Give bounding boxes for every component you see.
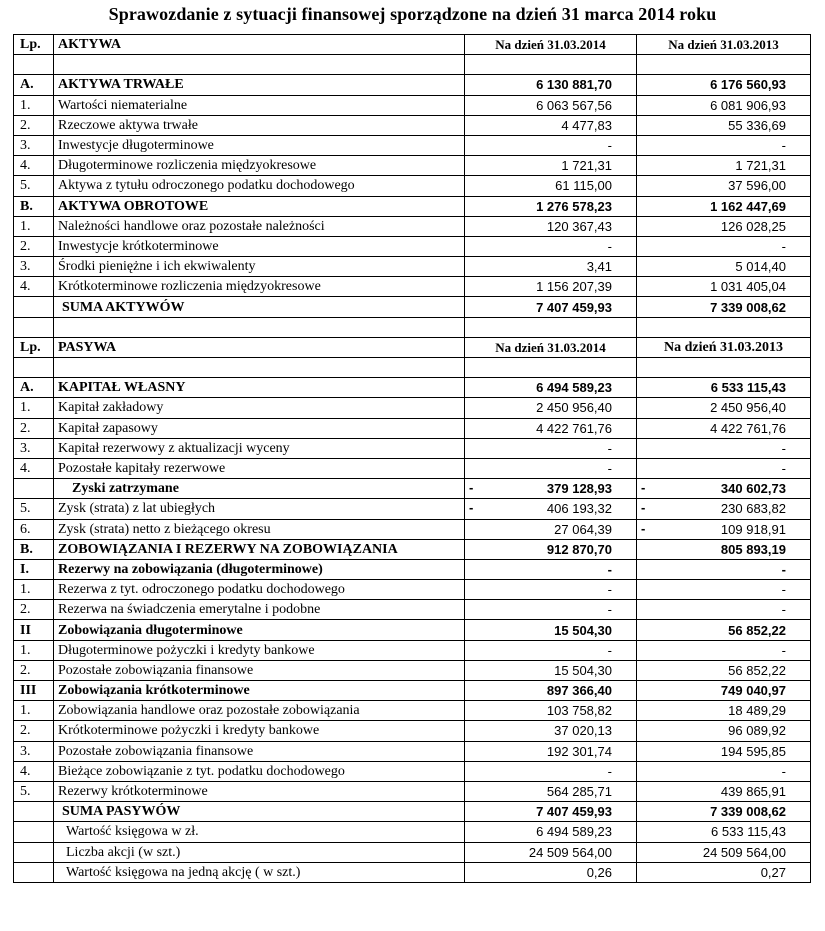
- row-value-text: 5 014,40: [735, 259, 786, 275]
- row-lp: 1.: [14, 216, 54, 236]
- row-value-1: [465, 95, 637, 115]
- row-value-1: [465, 761, 637, 781]
- row-lp: 2.: [14, 600, 54, 620]
- row-value-text: 1 156 207,39: [536, 279, 612, 295]
- row-label: Rezerwy na zobowiązania (długoterminowe): [54, 559, 465, 579]
- row-lp: 1.: [14, 640, 54, 660]
- row-label: Rezerwa z tyt. odroczonego podatku dochodowego: [54, 580, 465, 600]
- row-value-text: -: [781, 582, 786, 598]
- row-label: Wartość księgowa na jedną akcję ( w szt.): [54, 862, 465, 882]
- row-label: Należności handlowe oraz pozostałe należności: [54, 216, 465, 236]
- row-value-text: -: [607, 763, 612, 779]
- row-value-1: [465, 539, 637, 559]
- row-lp: 5.: [14, 499, 54, 519]
- row-value-2: [637, 539, 811, 559]
- row-label: Długoterminowe pożyczki i kredyty bankowe: [54, 640, 465, 660]
- liabilities-total-row: [14, 802, 811, 822]
- row-value-2: [637, 741, 811, 761]
- row-label: Wartości niematerialne: [54, 95, 465, 115]
- row-value-1: [465, 701, 637, 721]
- row-value-2: [637, 95, 811, 115]
- row-value-1: [465, 75, 637, 95]
- row-lp: 2.: [14, 236, 54, 256]
- row-value-text: 126 028,25: [720, 218, 786, 234]
- row-value-text: 61 115,00: [555, 178, 612, 194]
- row-value-1: [465, 176, 637, 196]
- row-value-1: [465, 135, 637, 155]
- row-value-1: [465, 196, 637, 216]
- row-value-text: 1 721,31: [735, 158, 786, 174]
- table-row: [14, 721, 811, 741]
- row-value-1: [465, 620, 637, 640]
- row-value-2: [637, 580, 811, 600]
- row-value-1: 6 494 589,23: [465, 822, 637, 842]
- row-value-text: 15 504,30: [554, 622, 612, 638]
- row-lp: [14, 479, 54, 499]
- table-row: [14, 701, 811, 721]
- row-lp: 2.: [14, 418, 54, 438]
- row-value-1: [465, 438, 637, 458]
- row-lp: [14, 822, 54, 842]
- row-label: Wartość księgowa w zł.: [54, 822, 465, 842]
- row-value-1: [465, 156, 637, 176]
- assets-header-lp: Lp.: [14, 35, 54, 55]
- row-value-2: [637, 176, 811, 196]
- row-value-text: 103 758,82: [546, 703, 612, 719]
- row-lp: [14, 862, 54, 882]
- row-value-text: -: [781, 763, 786, 779]
- table-row: [14, 539, 811, 559]
- row-value-2: [637, 115, 811, 135]
- row-value-text: 120 367,43: [546, 218, 612, 234]
- row-lp: 3.: [14, 438, 54, 458]
- row-value-text: 805 893,19: [720, 541, 786, 557]
- row-value-1: [465, 741, 637, 761]
- row-value-2: [637, 721, 811, 741]
- table-row: [14, 842, 811, 862]
- row-value-1: [465, 721, 637, 741]
- negative-sign: -: [469, 480, 474, 496]
- row-value-2: [637, 761, 811, 781]
- row-label: Aktywa z tytułu odroczonego podatku dochodowego: [54, 176, 465, 196]
- table-row: [14, 257, 811, 277]
- row-value-1: [465, 600, 637, 620]
- row-value-1: 0,26: [465, 862, 637, 882]
- table-row: [14, 781, 811, 801]
- row-label: Pozostałe zobowiązania finansowe: [54, 741, 465, 761]
- row-value-2: [637, 559, 811, 579]
- row-label: AKTYWA OBROTOWE: [54, 196, 465, 216]
- row-value-2: [637, 499, 811, 519]
- table-row: [14, 216, 811, 236]
- row-value-text: 4 422 761,76: [536, 420, 612, 436]
- row-value-text: 6 130 881,70: [536, 77, 612, 93]
- row-value-text: 1 031 405,04: [710, 279, 786, 295]
- row-lp: 4.: [14, 458, 54, 478]
- row-value-text: -: [781, 238, 786, 254]
- row-value-2: [637, 600, 811, 620]
- row-value-text: -: [781, 642, 786, 658]
- row-value-2: [637, 458, 811, 478]
- assets-header-label: AKTYWA: [54, 35, 465, 55]
- row-value-text: 379 128,93: [546, 481, 612, 497]
- row-lp: 2.: [14, 721, 54, 741]
- spacer-row: [14, 317, 811, 337]
- row-value-2: [637, 196, 811, 216]
- row-value-text: 1 162 447,69: [710, 198, 786, 214]
- row-value-2: [637, 257, 811, 277]
- row-value-2: [637, 398, 811, 418]
- negative-sign: -: [641, 520, 646, 536]
- row-lp: 5.: [14, 176, 54, 196]
- row-lp: 1.: [14, 95, 54, 115]
- liabilities-header-row: [14, 337, 811, 357]
- row-label: KAPITAŁ WŁASNY: [54, 378, 465, 398]
- liabilities-header-lp: Lp.: [14, 337, 54, 357]
- row-value-2: [637, 681, 811, 701]
- row-value-2: [637, 378, 811, 398]
- row-label: Krótkoterminowe pożyczki i kredyty bankowe: [54, 721, 465, 741]
- row-label: Długoterminowe rozliczenia międzyokresowe: [54, 156, 465, 176]
- row-label: Kapitał zapasowy: [54, 418, 465, 438]
- row-value-text: -: [607, 561, 612, 577]
- row-value-text: 4 422 761,76: [710, 420, 786, 436]
- table-row: [14, 822, 811, 842]
- row-value-text: -: [781, 138, 786, 154]
- row-label: AKTYWA TRWAŁE: [54, 75, 465, 95]
- row-lp: 3.: [14, 135, 54, 155]
- row-label: Zysk (strata) z lat ubiegłych: [54, 499, 465, 519]
- table-row: [14, 479, 811, 499]
- row-value-text: -: [607, 582, 612, 598]
- table-row: [14, 135, 811, 155]
- row-label: Inwestycje długoterminowe: [54, 135, 465, 155]
- row-value-text: -: [781, 561, 786, 577]
- row-lp: 1.: [14, 398, 54, 418]
- table-row: [14, 580, 811, 600]
- row-value-2: [637, 156, 811, 176]
- row-value-text: 4 477,83: [561, 117, 612, 133]
- row-lp: 3.: [14, 257, 54, 277]
- row-lp: 1.: [14, 580, 54, 600]
- row-value-text: -: [607, 461, 612, 477]
- row-lp: I.: [14, 559, 54, 579]
- row-label: Zobowiązania krótkoterminowe: [54, 681, 465, 701]
- row-value-1: [465, 781, 637, 801]
- table-row: [14, 499, 811, 519]
- row-value-2: [637, 781, 811, 801]
- table-row: [14, 75, 811, 95]
- row-value-1: [465, 257, 637, 277]
- assets-total-label: SUMA AKTYWÓW: [54, 297, 465, 317]
- row-value-2: [637, 640, 811, 660]
- row-label: Liczba akcji (w szt.): [54, 842, 465, 862]
- table-row: [14, 277, 811, 297]
- negative-sign: -: [469, 500, 474, 516]
- table-row: [14, 398, 811, 418]
- liabilities-total-label: SUMA PASYWÓW: [54, 802, 465, 822]
- table-row: [14, 418, 811, 438]
- row-value-1: [465, 479, 637, 499]
- row-lp: 5.: [14, 781, 54, 801]
- table-row: [14, 378, 811, 398]
- report-title: Sprawozdanie z sytuacji finansowej sporządzone na dzień 31 marca 2014 roku: [108, 4, 717, 24]
- row-value-1: [465, 216, 637, 236]
- row-value-2: [637, 479, 811, 499]
- row-lp: 4.: [14, 156, 54, 176]
- row-value-text: 194 595,85: [720, 743, 786, 759]
- row-label: Krótkoterminowe rozliczenia międzyokresowe: [54, 277, 465, 297]
- row-value-text: 6 494 589,23: [536, 380, 612, 396]
- row-label: Inwestycje krótkoterminowe: [54, 236, 465, 256]
- negative-sign: -: [641, 480, 646, 496]
- row-value-1: [465, 277, 637, 297]
- row-value-2: [637, 519, 811, 539]
- table-row: [14, 741, 811, 761]
- liabilities-header-label: PASYWA: [54, 337, 465, 357]
- row-value-2: [637, 660, 811, 680]
- liabilities-body: [14, 378, 811, 802]
- row-value-1: [465, 681, 637, 701]
- row-value-text: 6 176 560,93: [710, 77, 786, 93]
- row-value-text: -: [607, 238, 612, 254]
- row-value-text: 3,41: [586, 259, 612, 275]
- row-value-2: [637, 236, 811, 256]
- table-row: [14, 519, 811, 539]
- table-row: [14, 862, 811, 882]
- row-label: Zyski zatrzymane: [54, 479, 465, 499]
- row-value-text: -: [607, 440, 612, 456]
- row-value-2: [637, 135, 811, 155]
- row-value-2: [637, 216, 811, 236]
- row-value-2: [637, 620, 811, 640]
- row-value-1: [465, 559, 637, 579]
- row-lp: 4.: [14, 761, 54, 781]
- balance-sheet-table: [13, 34, 811, 883]
- liabilities-header-col1: Na dzień 31.03.2014: [465, 337, 637, 357]
- negative-sign: -: [641, 500, 646, 516]
- liabilities-header-col2: Na dzień 31.03.2013: [637, 337, 811, 357]
- row-lp: 4.: [14, 277, 54, 297]
- row-value-text: 15 504,30: [554, 662, 612, 678]
- table-row: [14, 640, 811, 660]
- row-value-text: 439 865,91: [720, 784, 786, 800]
- row-label: Bieżące zobowiązanie z tyt. podatku dochodowego: [54, 761, 465, 781]
- row-value-1: [465, 378, 637, 398]
- assets-total-v1: 7 407 459,93: [465, 297, 637, 317]
- row-value-text: -: [781, 440, 786, 456]
- row-value-text: -: [781, 602, 786, 618]
- row-value-1: [465, 660, 637, 680]
- row-value-text: 37 020,13: [554, 723, 612, 739]
- row-value-text: 109 918,91: [720, 521, 786, 537]
- row-value-text: -: [607, 602, 612, 618]
- table-row: [14, 660, 811, 680]
- assets-header-col1: Na dzień 31.03.2014: [465, 35, 637, 55]
- row-value-text: 406 193,32: [546, 501, 612, 517]
- row-value-text: 96 089,92: [728, 723, 786, 739]
- row-value-1: [465, 499, 637, 519]
- row-value-text: 6 533 115,43: [710, 380, 786, 396]
- table-row: [14, 761, 811, 781]
- assets-header-row: [14, 35, 811, 55]
- row-value-text: 2 450 956,40: [710, 400, 786, 416]
- row-value-text: 55 336,69: [728, 117, 786, 133]
- row-label: Zobowiązania handlowe oraz pozostałe zobowiązania: [54, 701, 465, 721]
- row-value-2: [637, 75, 811, 95]
- row-value-text: 192 301,74: [546, 743, 612, 759]
- row-value-text: 6 081 906,93: [710, 97, 786, 113]
- row-lp: 1.: [14, 701, 54, 721]
- row-value-1: [465, 398, 637, 418]
- row-label: Pozostałe kapitały rezerwowe: [54, 458, 465, 478]
- row-lp: 3.: [14, 741, 54, 761]
- row-label: Rezerwa na świadczenia emerytalne i podobne: [54, 600, 465, 620]
- assets-total-row: [14, 297, 811, 317]
- row-value-text: -: [607, 642, 612, 658]
- row-value-text: 37 596,00: [728, 178, 786, 194]
- row-value-text: 1 276 578,23: [536, 198, 612, 214]
- book-value-body: [14, 822, 811, 883]
- row-value-text: -: [607, 138, 612, 154]
- row-value-text: 340 602,73: [720, 481, 786, 497]
- row-value-1: [465, 115, 637, 135]
- row-label: ZOBOWIĄZANIA I REZERWY NA ZOBOWIĄZANIA: [54, 539, 465, 559]
- row-value-1: [465, 236, 637, 256]
- row-value-1: [465, 519, 637, 539]
- table-row: [14, 600, 811, 620]
- table-row: [14, 95, 811, 115]
- row-lp: 2.: [14, 115, 54, 135]
- table-row: [14, 438, 811, 458]
- assets-header-col2: Na dzień 31.03.2013: [637, 35, 811, 55]
- row-label: Kapitał rezerwowy z aktualizacji wyceny: [54, 438, 465, 458]
- row-value-text: 18 489,29: [728, 703, 786, 719]
- row-lp: B.: [14, 539, 54, 559]
- table-row: [14, 458, 811, 478]
- row-lp: 2.: [14, 660, 54, 680]
- row-value-1: [465, 640, 637, 660]
- row-value-text: 6 063 567,56: [536, 97, 612, 113]
- table-row: [14, 681, 811, 701]
- row-value-text: 230 683,82: [720, 501, 786, 517]
- row-value-2: 24 509 564,00: [637, 842, 811, 862]
- row-label: Zobowiązania długoterminowe: [54, 620, 465, 640]
- row-value-2: [637, 701, 811, 721]
- row-lp: III: [14, 681, 54, 701]
- row-value-text: 564 285,71: [546, 784, 612, 800]
- row-label: Pozostałe zobowiązania finansowe: [54, 660, 465, 680]
- row-value-1: [465, 418, 637, 438]
- spacer-row: [14, 55, 811, 75]
- row-value-1: [465, 458, 637, 478]
- row-lp: A.: [14, 378, 54, 398]
- row-label: Kapitał zakładowy: [54, 398, 465, 418]
- spacer-row: [14, 358, 811, 378]
- row-label: Rzeczowe aktywa trwałe: [54, 115, 465, 135]
- row-value-text: 749 040,97: [720, 683, 786, 699]
- row-value-text: -: [781, 461, 786, 477]
- table-row: [14, 236, 811, 256]
- row-value-1: [465, 580, 637, 600]
- table-row: [14, 620, 811, 640]
- row-value-text: 56 852,22: [728, 662, 786, 678]
- row-value-2: [637, 277, 811, 297]
- row-lp: II: [14, 620, 54, 640]
- row-value-text: 897 366,40: [546, 683, 612, 699]
- row-value-2: [637, 438, 811, 458]
- liabilities-total-v1: 7 407 459,93: [465, 802, 637, 822]
- row-value-2: 0,27: [637, 862, 811, 882]
- row-value-text: 1 721,31: [561, 158, 612, 174]
- row-value-2: 6 533 115,43: [637, 822, 811, 842]
- table-row: [14, 559, 811, 579]
- table-row: [14, 115, 811, 135]
- table-row: [14, 196, 811, 216]
- table-row: [14, 156, 811, 176]
- table-row: [14, 176, 811, 196]
- row-lp: A.: [14, 75, 54, 95]
- row-value-1: 24 509 564,00: [465, 842, 637, 862]
- row-value-2: [637, 418, 811, 438]
- row-value-text: 2 450 956,40: [536, 400, 612, 416]
- row-value-text: 27 064,39: [554, 521, 612, 537]
- row-value-text: 56 852,22: [728, 622, 786, 638]
- row-lp: 6.: [14, 519, 54, 539]
- row-label: Zysk (strata) netto z bieżącego okresu: [54, 519, 465, 539]
- row-value-text: 912 870,70: [546, 541, 612, 557]
- row-label: Środki pieniężne i ich ekwiwalenty: [54, 257, 465, 277]
- liabilities-total-v2: 7 339 008,62: [637, 802, 811, 822]
- row-label: Rezerwy krótkoterminowe: [54, 781, 465, 801]
- assets-total-v2: 7 339 008,62: [637, 297, 811, 317]
- row-lp: B.: [14, 196, 54, 216]
- assets-body: [14, 75, 811, 297]
- row-lp: [14, 842, 54, 862]
